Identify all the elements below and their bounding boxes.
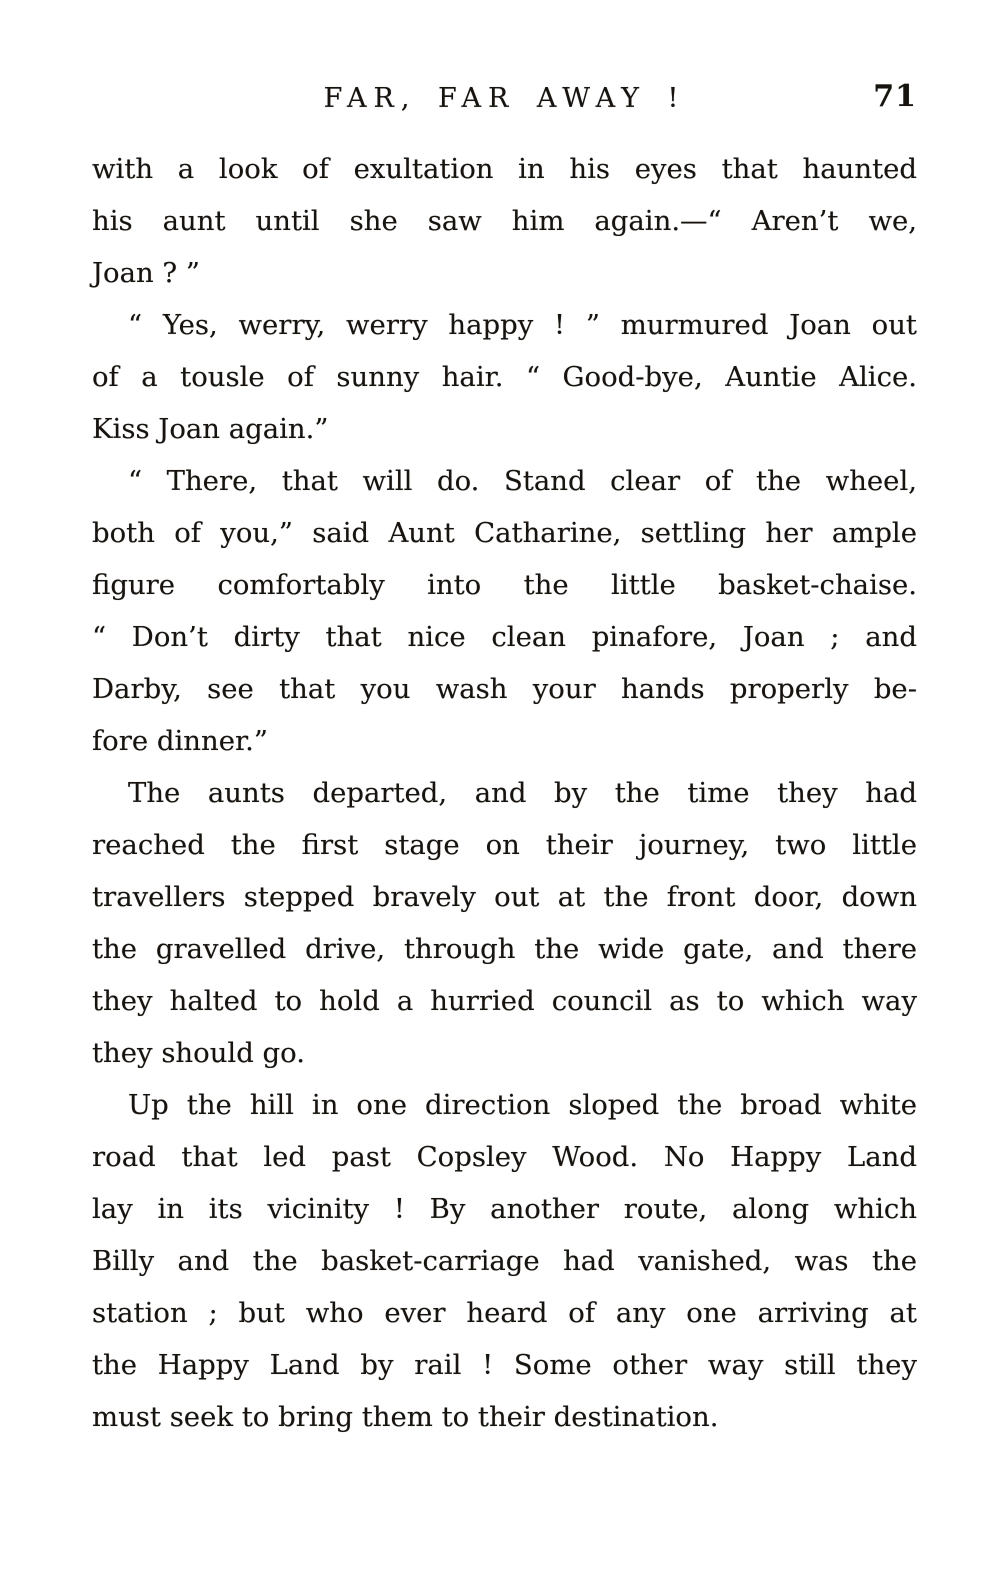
text-line: travellers stepped bravely out at the front door, down bbox=[92, 881, 917, 913]
text-line: “ There, that will do. Stand clear of the wheel, bbox=[128, 465, 917, 497]
text-line: “ Don’t dirty that nice clean pinafore, Joan ; and bbox=[92, 621, 917, 653]
text-line: they should go. bbox=[92, 1037, 305, 1069]
paragraph bbox=[92, 767, 917, 1079]
text-line: reached the first stage on their journey, two little bbox=[92, 829, 917, 861]
text-line: both of you,” said Aunt Catharine, settling her ample bbox=[92, 517, 917, 549]
text-line: the Happy Land by rail ! Some other way still they bbox=[92, 1349, 917, 1381]
text-line: Up the hill in one direction sloped the broad white bbox=[128, 1089, 917, 1121]
text-line: Darby, see that you wash your hands properly be- bbox=[92, 673, 917, 705]
text-line: Billy and the basket-carriage had vanished, was the bbox=[92, 1245, 917, 1277]
running-header bbox=[92, 79, 917, 118]
text-line: with a look of exultation in his eyes that haunted bbox=[92, 153, 917, 185]
text-line: figure comfortably into the little basket-chaise. bbox=[92, 569, 917, 601]
paragraph bbox=[92, 299, 917, 455]
text-line: fore dinner.” bbox=[92, 725, 268, 757]
paragraph bbox=[92, 143, 917, 299]
page-number: 71 bbox=[873, 79, 917, 114]
text-line: the gravelled drive, through the wide gate, and there bbox=[92, 933, 917, 965]
paragraph bbox=[92, 455, 917, 767]
text-line: station ; but who ever heard of any one arriving at bbox=[92, 1297, 917, 1329]
paragraph bbox=[92, 1079, 917, 1443]
chapter-title: FAR, FAR AWAY ! bbox=[323, 83, 686, 114]
text-line: The aunts departed, and by the time they had bbox=[128, 777, 917, 809]
text-line: of a tousle of sunny hair. “ Good-bye, Auntie Alice. bbox=[92, 361, 917, 393]
text-line: lay in its vicinity ! By another route, along which bbox=[92, 1193, 917, 1225]
text-line: road that led past Copsley Wood. No Happy Land bbox=[92, 1141, 917, 1173]
text-line: “ Yes, werry, werry happy ! ” murmured Joan out bbox=[128, 309, 917, 341]
body-text bbox=[92, 143, 917, 1443]
text-line: Joan ? ” bbox=[92, 257, 200, 289]
text-line: they halted to hold a hurried council as to which way bbox=[92, 985, 917, 1017]
text-line: Kiss Joan again.” bbox=[92, 413, 329, 445]
text-line: his aunt until she saw him again.—“ Aren’t we, bbox=[92, 205, 917, 237]
text-line: must seek to bring them to their destination. bbox=[92, 1401, 719, 1433]
